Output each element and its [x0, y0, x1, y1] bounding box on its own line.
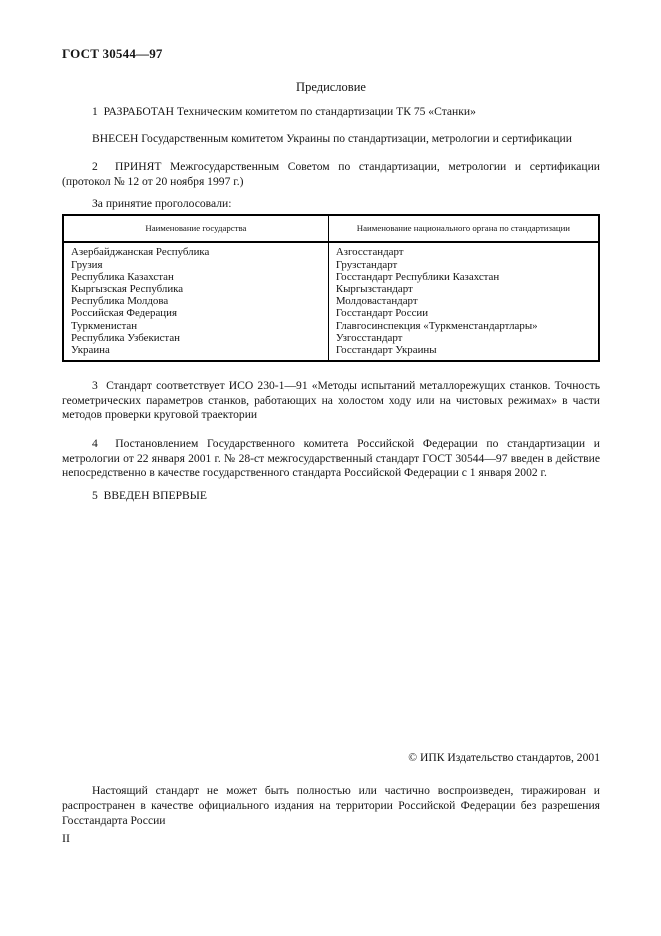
- table-row: [63, 242, 599, 258]
- table-row: [63, 271, 599, 283]
- state-cell: Республика Узбекистан: [71, 331, 180, 344]
- state-cell: Азербайджанская Республика: [71, 246, 210, 259]
- agency-cell: Грузстандарт: [328, 259, 599, 271]
- state-cell: Украина: [71, 344, 110, 357]
- page-number: II: [62, 831, 70, 845]
- state-cell: Грузия: [71, 258, 103, 271]
- agency-cell: Молдовастандарт: [328, 295, 599, 307]
- table-row: [63, 307, 599, 319]
- agency-cell: Азгосстандарт: [328, 242, 599, 258]
- agency-cell: Главгосинспекция «Туркменстандартлары»: [328, 320, 599, 332]
- state-cell: Туркменистан: [71, 319, 138, 332]
- clause-iso-correspondence: 3 Стандарт соответствует ИСО 230-1—91 «Методы испытаний металлорежущих станков. Точность геометрических параметров станков, работающих на холостом ходу или на чистовых режимах» в части методов проверки круговой траектории: [62, 379, 600, 422]
- table-row: [63, 283, 599, 295]
- agency-cell: Узгосстандарт: [328, 332, 599, 344]
- clause-first-introduction: 5 ВВЕДЕН ВПЕРВЫЕ: [92, 488, 207, 502]
- state-cell: Кыргызская Республика: [71, 283, 184, 296]
- agency-cell: Кыргызстандарт: [328, 283, 599, 295]
- document-code: ГОСТ 30544—97: [62, 46, 163, 61]
- copyright-line: © ИПК Издательство стандартов, 2001: [408, 751, 600, 764]
- agency-cell: Госстандарт Украины: [328, 344, 599, 361]
- clause-adopted: 2 ПРИНЯТ Межгосударственным Советом по стандартизации, метрологии и сертификации (протокол № 12 от 20 ноября 1997 г.): [62, 160, 600, 188]
- table-row: [63, 344, 599, 361]
- table-row: [63, 332, 599, 344]
- state-cell: Республика Молдова: [71, 295, 169, 308]
- agency-cell: Госстандарт Республики Казахстан: [328, 271, 599, 283]
- clause-developed: 1 РАЗРАБОТАН Техническим комитетом по стандартизации ТК 75 «Станки»: [92, 105, 476, 118]
- vote-table: [62, 214, 600, 362]
- page-title: Предисловие: [296, 80, 366, 94]
- clause-submitted: ВНЕСЕН Государственным комитетом Украины по стандартизации, метрологии и сертификации: [92, 131, 572, 145]
- column-header-state: Наименование государства: [63, 215, 328, 243]
- vote-lead: За принятие проголосовали:: [92, 197, 232, 211]
- state-cell: Республика Казахстан: [71, 270, 174, 283]
- state-cell: Российская Федерация: [71, 307, 177, 320]
- agency-cell: Госстандарт России: [328, 307, 599, 319]
- clause-enactment: 4 Постановлением Государственного комитета Российской Федерации по стандартизации и метрологии от 22 января 2001 г. № 28-ст межгосударственный стандарт ГОСТ 30544—97 введен в действие непосредственно в качестве государственного стандарта Российской Федерации с 1 января 2002 г.: [62, 437, 600, 480]
- restriction-notice: Настоящий стандарт не может быть полностью или частично воспроизведен, тиражирован и распространен в качестве официального издания на территории Российской Федерации без разрешения Госстандарта России: [62, 784, 600, 827]
- table-row: [63, 320, 599, 332]
- vote-table-header-row: [63, 215, 599, 243]
- column-header-agency: Наименование национального органа по стандартизации: [328, 215, 599, 243]
- table-row: [63, 259, 599, 271]
- table-row: [63, 295, 599, 307]
